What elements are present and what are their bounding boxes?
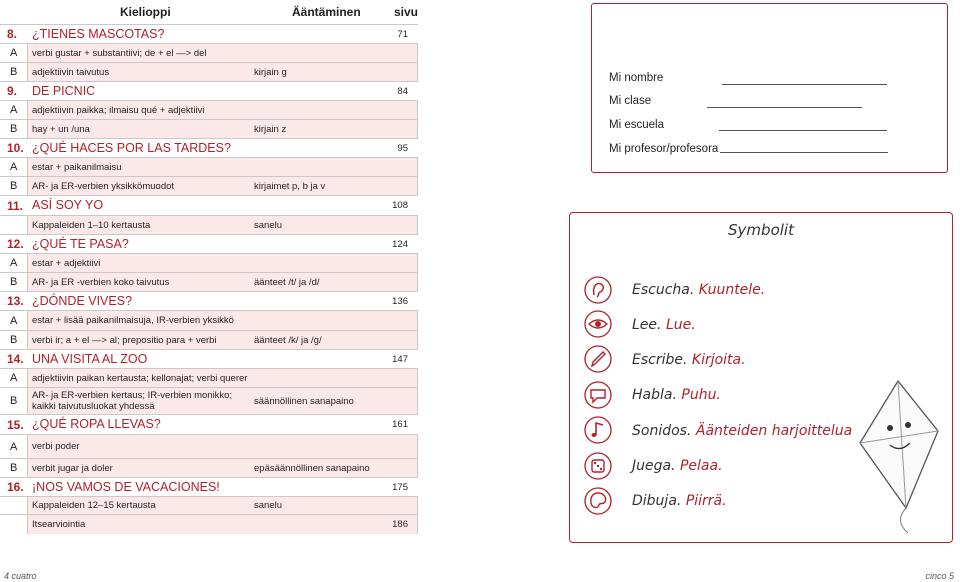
row-text-line: AR- ja ER-verbien kertaus; IR-verbien monikko;	[32, 390, 233, 401]
row-label: 9.	[7, 84, 18, 98]
row-page: 136	[392, 295, 408, 307]
row-page: 186	[392, 519, 408, 530]
name-box	[591, 3, 948, 173]
row-label: 15.	[7, 417, 24, 432]
row-pronunciation: kirjain z	[254, 123, 287, 135]
row-text: verbi poder	[32, 441, 80, 452]
row-label: A	[10, 161, 18, 173]
row-label: A	[10, 104, 18, 116]
row-label: 11.	[7, 198, 24, 213]
row-text: hay + un /una	[32, 123, 90, 135]
row-pronunciation: epäsäännöllinen sanapaino	[254, 462, 370, 474]
symbols-title: Symbolit	[728, 221, 794, 239]
row-pronunciation: äänteet /k/ ja /g/	[254, 334, 322, 346]
row-label: A	[10, 314, 18, 327]
header-pronunciation: Ääntäminen	[292, 5, 361, 19]
name-label: Mi nombre	[609, 72, 664, 84]
pencil-icon	[584, 345, 612, 373]
table-row	[0, 434, 418, 458]
row-text: Kappaleiden 12–15 kertausta	[32, 500, 156, 511]
ear-icon	[584, 276, 612, 304]
table-row	[0, 100, 418, 119]
row-text: ¿QUÉ TE PASA?	[32, 236, 129, 251]
row-text: ¡NOS VAMOS DE VACACIONES!	[32, 479, 220, 494]
row-label: B	[10, 462, 18, 474]
row-pronunciation: kirjain g	[254, 66, 287, 78]
row-text: estar + adjektiivi	[32, 257, 101, 269]
row-pronunciation: kirjaimet p, b ja v	[254, 180, 326, 192]
row-label: A	[10, 372, 18, 384]
row-text: estar + lisää paikanilmaisuja, IR-verbien yksikkö	[32, 315, 234, 326]
symbol-listen: Escucha. Kuuntele.	[632, 282, 766, 298]
class-line	[707, 107, 862, 108]
row-label: 12.	[7, 237, 24, 251]
table-row	[0, 514, 418, 534]
row-text: Itsearviointia	[32, 519, 86, 530]
chapter-row	[0, 477, 418, 496]
row-page: 95	[397, 142, 408, 154]
row-text: adjektiivin paikan kertausta; kellonajat; verbi querer	[32, 372, 248, 384]
row-label: B	[10, 334, 18, 346]
row-label: B	[10, 66, 18, 78]
dice-icon	[584, 452, 612, 480]
symbol-read: Lee. Lue.	[632, 317, 696, 333]
table-row	[0, 176, 418, 195]
symbol-play: Juega. Pelaa.	[632, 458, 723, 474]
symbol-write: Escribe. Kirjoita.	[632, 352, 746, 368]
chapter-row	[0, 81, 418, 100]
page-number-left: 4 cuatro	[4, 571, 37, 581]
row-text: verbit jugar ja doler	[32, 462, 113, 474]
row-page: 175	[392, 481, 408, 493]
row-text: DE PICNIC	[32, 83, 96, 98]
row-page: 71	[397, 28, 408, 40]
symbol-sounds: Sonidos. Äänteiden harjoittelua	[632, 423, 853, 439]
row-pronunciation: äänteet /t/ ja /d/	[254, 276, 320, 288]
row-pronunciation: sanelu	[254, 500, 282, 511]
symbol-speak: Habla. Puhu.	[632, 387, 721, 403]
row-text: AR- ja ER-verbien yksikkömuodot	[32, 180, 175, 192]
row-text-line: kaikki taivutusluokat yhdessä	[32, 401, 155, 412]
row-page: 161	[392, 419, 408, 430]
page-number-right: cinco 5	[925, 571, 954, 581]
table-row	[0, 253, 418, 272]
row-text: ¿QUÉ HACES POR LAS TARDES?	[32, 140, 231, 155]
row-label: 8.	[7, 27, 18, 41]
row-page: 124	[392, 238, 408, 250]
table-row	[0, 496, 418, 514]
symbols-box	[569, 212, 953, 543]
music-note-icon	[584, 416, 612, 444]
row-text: ¿TIENES MASCOTAS?	[32, 26, 165, 41]
row-text: AR- ja ER -verbien koko taivutus	[32, 276, 170, 288]
row-text: verbi gustar + substantiivi; de + el —> del	[32, 47, 207, 59]
header-page: sivu	[394, 5, 419, 19]
row-text: Kappaleiden 1–10 kertausta	[32, 219, 151, 231]
row-page: 147	[392, 353, 408, 365]
row-label: A	[10, 440, 18, 453]
symbol-draw: Dibuja. Piirrä.	[632, 493, 727, 509]
row-cell-bg	[27, 435, 418, 458]
school-line	[719, 130, 887, 131]
table-row	[0, 330, 418, 349]
kite-illustration-icon	[850, 373, 946, 538]
row-label: 16.	[7, 480, 24, 494]
chapter-row	[0, 414, 418, 434]
row-label: B	[10, 276, 18, 288]
row-pronunciation: säännöllinen sanapaino	[254, 395, 354, 407]
row-label: A	[10, 47, 18, 59]
chapter-row	[0, 24, 418, 43]
table-row	[0, 458, 418, 477]
row-label: B	[10, 395, 18, 407]
school-label: Mi escuela	[609, 119, 664, 131]
row-text: adjektiivin taivutus	[32, 66, 110, 78]
chapter-row	[0, 138, 418, 157]
chapter-row	[0, 291, 418, 310]
row-cell-bg	[27, 515, 418, 534]
name-line	[722, 84, 887, 85]
row-text: ¿DÓNDE VIVES?	[32, 293, 133, 308]
row-label: 13.	[7, 294, 24, 308]
row-text: ASÍ SOY YO	[32, 198, 104, 212]
row-label: A	[10, 257, 18, 269]
chapter-row	[0, 195, 418, 215]
table-row	[0, 215, 418, 234]
table-row	[0, 310, 418, 330]
row-text	[32, 390, 232, 412]
table-row	[0, 368, 418, 387]
table-row	[0, 272, 418, 291]
row-text: ¿QUÉ ROPA LLEVAS?	[32, 417, 161, 431]
speech-icon	[584, 381, 612, 409]
chapter-row	[0, 349, 418, 368]
row-label: B	[10, 123, 18, 135]
chapter-row	[0, 234, 418, 253]
table-row	[0, 43, 418, 62]
teacher-label: Mi profesor/profesora	[609, 143, 719, 155]
row-label: B	[10, 180, 18, 192]
row-page: 108	[392, 200, 408, 211]
table-row	[0, 157, 418, 176]
row-label: 10.	[7, 141, 24, 155]
palette-icon	[584, 487, 612, 515]
table-row	[0, 62, 418, 81]
row-text: verbi ir; a + el —> al; prepositio para + verbi	[32, 334, 217, 346]
row-text: estar + paikanilmaisu	[32, 161, 122, 173]
row-page: 84	[397, 85, 408, 97]
row-label: 14.	[7, 352, 24, 366]
table-row	[0, 387, 418, 414]
teacher-line	[720, 152, 888, 153]
class-label: Mi clase	[609, 95, 652, 107]
row-text: adjektiivin paikka; ilmaisu qué + adjektiivi	[32, 104, 205, 116]
table-row	[0, 119, 418, 138]
header-grammar: Kielioppi	[120, 5, 171, 19]
eye-icon	[584, 310, 612, 338]
row-text: UNA VISITA AL ZOO	[32, 351, 148, 366]
row-pronunciation: sanelu	[254, 219, 282, 231]
